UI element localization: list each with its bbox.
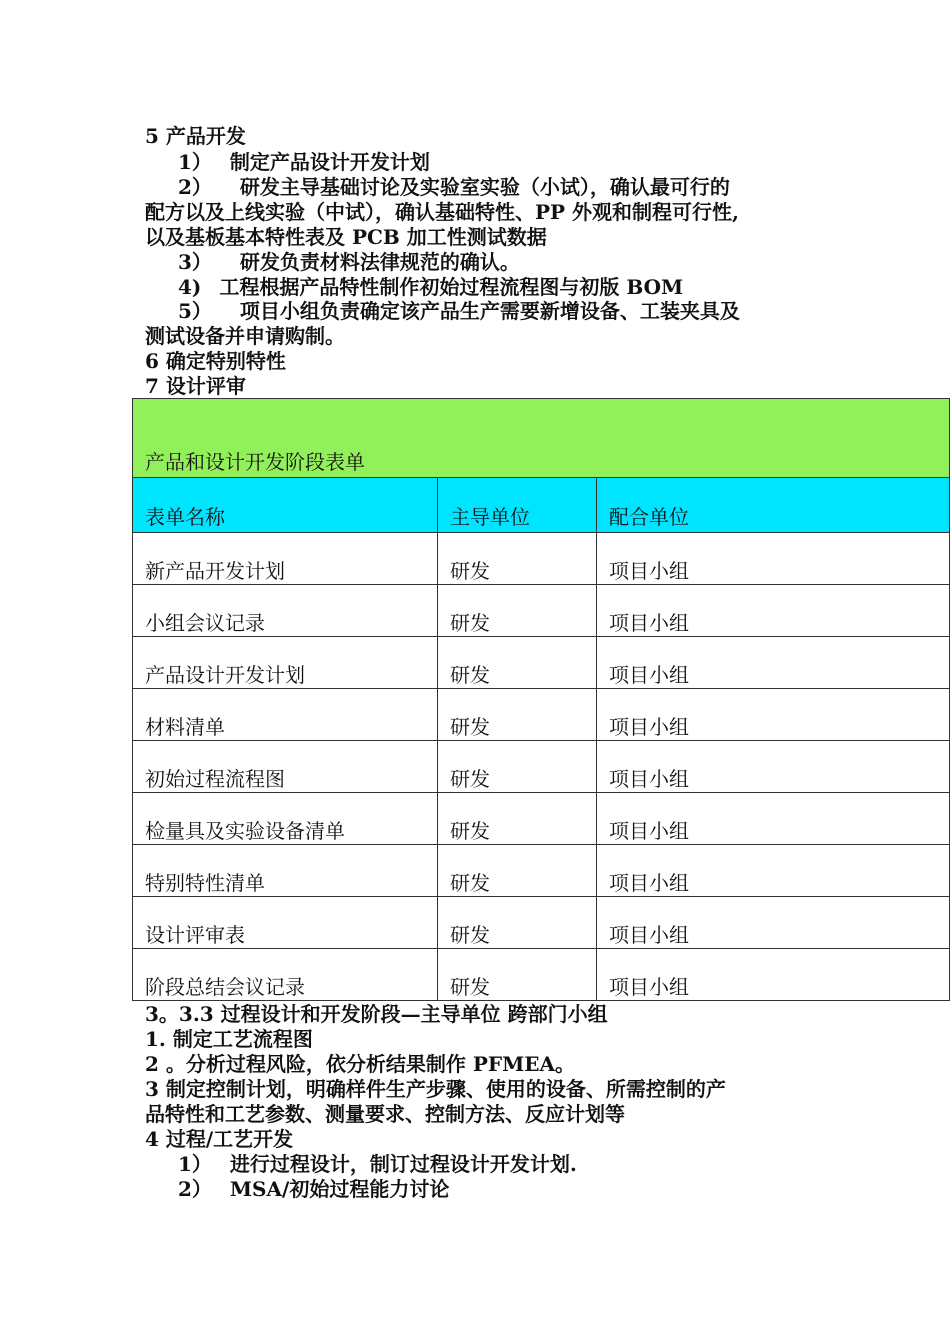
list-text: MSA/初始过程能力讨论 <box>229 1177 450 1201</box>
table-cell: 特别特性清单 <box>133 845 438 897</box>
table-cell: 研发 <box>438 637 597 689</box>
table-cell: 项目小组 <box>597 897 950 949</box>
column-header: 主导单位 <box>438 478 597 533</box>
table-cell: 项目小组 <box>597 741 950 793</box>
section5-number: 5 <box>145 124 159 148</box>
list-number: 1） <box>178 1152 212 1176</box>
list-text: 制定产品设计开发计划 <box>229 150 430 174</box>
table-cell: 项目小组 <box>597 845 950 897</box>
table-row <box>133 741 950 793</box>
list-item-continuation: 测试设备并申请购制。 <box>145 324 345 348</box>
table-row <box>133 533 950 585</box>
table-cell: 研发 <box>438 689 597 741</box>
table-cell: 研发 <box>438 949 597 1001</box>
list-text: 研发主导基础讨论及实验室实验（小试），确认最可行的 <box>239 175 730 199</box>
table-cell: 研发 <box>438 533 597 585</box>
table-cell: 初始过程流程图 <box>133 741 438 793</box>
table-cell: 项目小组 <box>597 533 950 585</box>
section5-title <box>145 124 825 148</box>
table-cell: 设计评审表 <box>133 897 438 949</box>
list-number: 1） <box>178 150 212 174</box>
table-cell: 阶段总结会议记录 <box>133 949 438 1001</box>
table-caption: 产品和设计开发阶段表单 <box>133 399 950 478</box>
table-row <box>133 637 950 689</box>
table-caption-row <box>133 399 950 478</box>
list-number: 5） <box>178 299 212 323</box>
column-header: 配合单位 <box>597 478 950 533</box>
table-row <box>133 897 950 949</box>
list-item <box>178 275 858 299</box>
column-header: 表单名称 <box>133 478 438 533</box>
section7-title: 7 设计评审 <box>145 374 246 398</box>
table-cell: 新产品开发计划 <box>133 533 438 585</box>
table-cell: 检量具及实验设备清单 <box>133 793 438 845</box>
table-cell: 研发 <box>438 793 597 845</box>
table-cell: 研发 <box>438 897 597 949</box>
paragraph-line: 4 过程/工艺开发 <box>145 1127 294 1151</box>
section5-title-text: 产品开发 <box>165 124 246 148</box>
table-cell: 项目小组 <box>597 949 950 1001</box>
section33-title: 3。3.3 过程设计和开发阶段—主导单位 跨部门小组 <box>145 1002 608 1026</box>
table-cell: 项目小组 <box>597 689 950 741</box>
paragraph-line: 1. 制定工艺流程图 <box>145 1027 313 1051</box>
paragraph-line: 2 。分析过程风险，依分析结果制作 PFMEA。 <box>145 1052 575 1076</box>
table-row <box>133 949 950 1001</box>
table-row <box>133 585 950 637</box>
table-row <box>133 689 950 741</box>
paragraph-line: 品特性和工艺参数、测量要求、控制方法、反应计划等 <box>145 1102 625 1126</box>
list-text: 研发负责材料法律规范的确认。 <box>239 250 520 274</box>
table-cell: 项目小组 <box>597 585 950 637</box>
table-cell: 小组会议记录 <box>133 585 438 637</box>
table-cell: 研发 <box>438 845 597 897</box>
list-text: 工程根据产品特性制作初始过程流程图与初版 BOM <box>219 275 684 299</box>
table-cell: 研发 <box>438 585 597 637</box>
table-row <box>133 845 950 897</box>
table-cell: 项目小组 <box>597 637 950 689</box>
list-item <box>178 299 858 323</box>
list-item <box>178 150 858 174</box>
list-text: 项目小组负责确定该产品生产需要新增设备、工装夹具及 <box>239 299 740 323</box>
list-number: 4) <box>178 275 202 299</box>
list-number: 2） <box>178 175 212 199</box>
table-header-row <box>133 478 950 533</box>
table-row <box>133 793 950 845</box>
table-cell: 材料清单 <box>133 689 438 741</box>
forms-table <box>132 398 950 1001</box>
table-cell: 项目小组 <box>597 793 950 845</box>
list-number: 3） <box>178 250 212 274</box>
section6-title: 6 确定特别特性 <box>145 349 286 373</box>
table-cell: 产品设计开发计划 <box>133 637 438 689</box>
list-item <box>178 1177 858 1201</box>
list-item <box>178 175 858 199</box>
list-item <box>178 250 858 274</box>
paragraph-line: 3 制定控制计划，明确样件生产步骤、使用的设备、所需控制的产 <box>145 1077 726 1101</box>
list-item-continuation: 配方以及上线实验（中试），确认基础特性、PP 外观和制程可行性, <box>145 200 740 224</box>
table-cell: 研发 <box>438 741 597 793</box>
list-text: 进行过程设计，制订过程设计开发计划. <box>229 1152 577 1176</box>
list-item <box>178 1152 858 1176</box>
list-item-continuation: 以及基板基本特性表及 PCB 加工性测试数据 <box>145 225 547 249</box>
list-number: 2） <box>178 1177 212 1201</box>
